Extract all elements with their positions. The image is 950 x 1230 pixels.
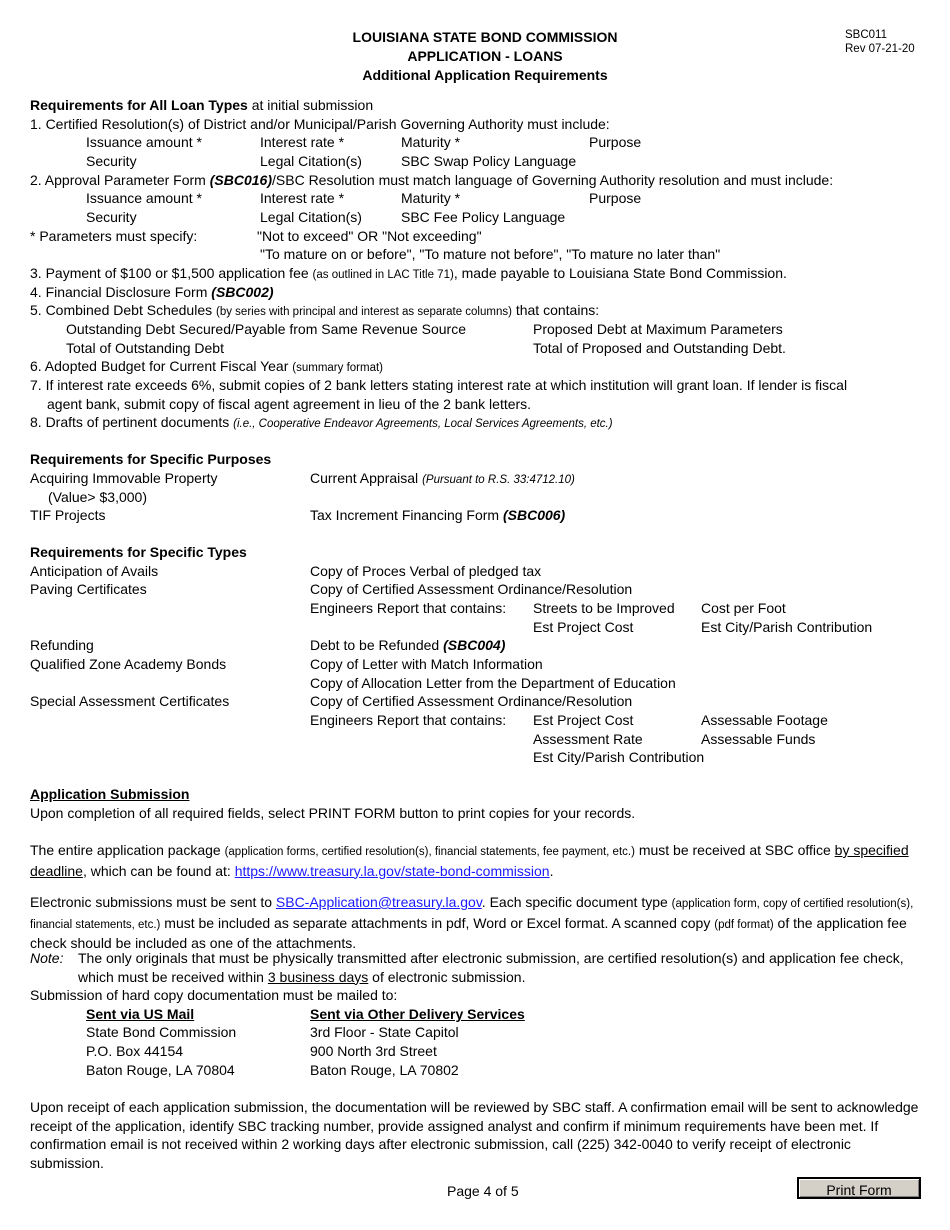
- other-delivery-line: 3rd Floor - State Capitol: [310, 1024, 459, 1040]
- item4-text: 4. Financial Disclosure Form: [30, 284, 212, 300]
- note-label: Note:: [30, 950, 64, 966]
- type-requirement: Copy of Allocation Letter from the Department of Education: [310, 675, 676, 691]
- sbc-website-link[interactable]: https://www.treasury.la.gov/state-bond-commission: [234, 862, 550, 879]
- sbc-email-link[interactable]: SBC-Application@treasury.la.gov: [275, 894, 482, 910]
- item5-text: 5. Combined Debt Schedules: [30, 302, 216, 318]
- type-requirement: [310, 636, 505, 655]
- purpose-req-note: (Pursuant to R.S. 33:4712.10): [422, 474, 575, 486]
- header-title: LOUISIANA STATE BOND COMMISSION: [352, 29, 618, 45]
- item-6: [30, 357, 383, 378]
- engineers-item: Cost per Foot: [701, 600, 786, 616]
- engineers-report-label: Engineers Report that contains:: [310, 712, 507, 728]
- item-1: 1. Certified Resolution(s) of District and/or Municipal/Parish Governing Authority must include:: [30, 116, 610, 132]
- form-id-block: [845, 28, 915, 56]
- item2-param: Issuance amount *: [86, 190, 202, 206]
- other-delivery-line: Baton Rouge, LA 70802: [310, 1062, 459, 1078]
- item2-param: Legal Citation(s): [260, 209, 362, 225]
- item2-text: 2. Approval Parameter Form: [30, 172, 210, 188]
- submission-final: Upon receipt of each application submission, the documentation will be reviewed by SBC staff. A confirmation email will be sent to acknowledge receipt of the application, identify SBC tracking number, provide assigned analyst and confirm if minimum requirements have been met. If confirmation email is not received within 2 working days after electronic submission, call (225) 342-0040 to verify receipt of electronic submission.: [30, 1099, 919, 1171]
- item1-param: Legal Citation(s): [260, 153, 362, 169]
- item1-param: SBC Swap Policy Language: [401, 153, 577, 169]
- purpose-label-sub: (Value> $3,000): [48, 489, 147, 505]
- item-7-line2: agent bank, submit copy of fiscal agent agreement in lieu of the 2 bank letters.: [47, 396, 532, 412]
- p2-text: must be received at SBC office: [634, 842, 835, 858]
- item2-text-end: /SBC Resolution must match language of Governing Authority resolution and must include:: [272, 172, 834, 188]
- engineers-item: Streets to be Improved: [533, 600, 675, 616]
- p3-note: (pdf format): [714, 918, 774, 931]
- purpose-req-text: Tax Increment Financing Form: [310, 507, 503, 523]
- header-section: Additional Application Requirements: [362, 67, 608, 83]
- all-loans-heading: Requirements for All Loan Types: [30, 97, 248, 113]
- us-mail-line: P.O. Box 44154: [86, 1043, 184, 1059]
- item6-note: (summary format): [292, 362, 384, 374]
- form-id: SBC011: [845, 29, 887, 41]
- us-mail-heading: Sent via US Mail: [86, 1006, 195, 1022]
- p3-text: of the application fee check should be included as one of the attachments.: [30, 914, 907, 951]
- item-7-line1: 7. If interest rate exceeds 6%, submit copies of 2 bank letters stating interest rate at which institution will grant loan. If lender is fiscal: [30, 377, 848, 393]
- param-note-label: * Parameters must specify:: [30, 228, 198, 244]
- item5-right1: Proposed Debt at Maximum Parameters: [533, 321, 783, 337]
- engineers-item: Est Project Cost: [533, 712, 634, 728]
- note-deadline: 3 business days: [267, 968, 369, 985]
- engineers-item: Assessment Rate: [533, 731, 643, 747]
- type-label: Refunding: [30, 637, 94, 653]
- item-3: [30, 264, 787, 285]
- p3-note: (application form, copy of certified resolution(s), financial statements, etc.): [30, 898, 914, 931]
- item2-param: Purpose: [589, 190, 642, 206]
- p3-text: must be included as separate attachments in pdf, Word or Excel format. A scanned copy: [160, 914, 715, 931]
- item2-param: Maturity *: [401, 190, 461, 206]
- type-requirement: Copy of Letter with Match Information: [310, 656, 543, 672]
- item4-form-code: (SBC002): [211, 284, 274, 300]
- all-loans-heading-suffix: at initial submission: [247, 97, 374, 113]
- engineers-item: Est City/Parish Contribution: [533, 749, 705, 765]
- item5-left1: Outstanding Debt Secured/Payable from Same Revenue Source: [66, 321, 467, 337]
- item-5: [30, 301, 599, 322]
- item2-form-code: (SBC016): [209, 172, 272, 188]
- type-req-text: Debt to be Refunded: [310, 637, 444, 653]
- item5-text-end: that contains:: [511, 302, 600, 318]
- item-8: [30, 413, 613, 434]
- engineers-item: Est City/Parish Contribution: [701, 619, 873, 635]
- item1-param: Maturity *: [401, 134, 461, 150]
- item8-text: 8. Drafts of pertinent documents: [30, 414, 234, 430]
- submission-p1: Upon completion of all required fields, select PRINT FORM button to print copies for your records.: [30, 805, 636, 821]
- item3-text-end: , made payable to Louisiana State Bond Commission.: [453, 265, 787, 281]
- item2-param: Security: [86, 209, 137, 225]
- submission-p3: [30, 893, 922, 953]
- item5-right2: Total of Proposed and Outstanding Debt.: [533, 340, 786, 356]
- page-number: Page 4 of 5: [447, 1183, 519, 1199]
- us-mail-line: State Bond Commission: [86, 1024, 237, 1040]
- item1-param: Issuance amount *: [86, 134, 202, 150]
- p2-text: The entire application package: [30, 842, 225, 858]
- type-requirement: Copy of Proces Verbal of pledged tax: [310, 563, 542, 579]
- item1-param: Security: [86, 153, 137, 169]
- item3-text: 3. Payment of $100 or $1,500 application fee: [30, 265, 313, 281]
- p2-deadline: by specified deadline: [30, 842, 909, 879]
- type-requirement: Copy of Certified Assessment Ordinance/Resolution: [310, 581, 633, 597]
- item-2: [30, 171, 833, 190]
- purposes-heading: Requirements for Specific Purposes: [30, 451, 272, 467]
- type-label: Paving Certificates: [30, 581, 147, 597]
- us-mail-line: Baton Rouge, LA 70804: [86, 1062, 235, 1078]
- other-delivery-line: 900 North 3rd Street: [310, 1043, 437, 1059]
- p2-text: .: [549, 862, 554, 879]
- engineers-item: Est Project Cost: [533, 619, 634, 635]
- hard-copy-text: Submission of hard copy documentation must be mailed to:: [30, 987, 398, 1003]
- engineers-item: Assessable Footage: [701, 712, 828, 728]
- item1-param: Purpose: [589, 134, 642, 150]
- note-text: [78, 949, 922, 986]
- type-requirement: Copy of Certified Assessment Ordinance/Resolution: [310, 693, 633, 709]
- form-revision: Rev 07-21-20: [845, 43, 915, 55]
- item5-left2: Total of Outstanding Debt: [66, 340, 224, 356]
- purpose-requirement: [310, 469, 575, 490]
- other-delivery-heading: Sent via Other Delivery Services: [310, 1006, 525, 1022]
- type-label: Special Assessment Certificates: [30, 693, 230, 709]
- submission-p2: [30, 841, 922, 880]
- p3-text: Electronic submissions must be sent to: [30, 894, 276, 910]
- type-label: Anticipation of Avails: [30, 563, 159, 579]
- item2-param: Interest rate *: [260, 190, 345, 206]
- note-text-part: of electronic submission.: [368, 968, 526, 985]
- item-4: [30, 283, 274, 302]
- type-label: Qualified Zone Academy Bonds: [30, 656, 227, 672]
- item8-note: (i.e., Cooperative Endeavor Agreements, Local Services Agreements, etc.): [233, 418, 613, 430]
- note-text-part: The only originals that must be physically transmitted after electronic submission, are certified resolution(s) and application fee check, which must be received within: [78, 950, 904, 985]
- types-heading: Requirements for Specific Types: [30, 544, 247, 560]
- purpose-label: Acquiring Immovable Property: [30, 470, 218, 486]
- p2-note: (application forms, certified resolution(s), financial statements, fee payment, etc.): [224, 846, 635, 858]
- item1-param: Interest rate *: [260, 134, 345, 150]
- purpose-req-text: Current Appraisal: [310, 470, 423, 486]
- item5-note: (by series with principal and interest as separate columns): [216, 306, 512, 318]
- p3-text: . Each specific document type: [481, 894, 672, 910]
- engineers-item: Assessable Funds: [701, 731, 816, 747]
- purpose-label: TIF Projects: [30, 507, 106, 523]
- item3-note: (as outlined in LAC Title 71): [312, 269, 454, 281]
- purpose-form-code: (SBC006): [502, 507, 566, 523]
- item2-param: SBC Fee Policy Language: [401, 209, 566, 225]
- param-note-line2: "To mature on or before", "To mature not before", "To mature no later than": [260, 246, 721, 262]
- item6-text: 6. Adopted Budget for Current Fiscal Year: [30, 358, 293, 374]
- type-form-code: (SBC004): [443, 637, 506, 653]
- all-loans-heading-line: [30, 96, 373, 115]
- param-note-line1: "Not to exceed" OR "Not exceeding": [257, 228, 482, 244]
- engineers-report-label: Engineers Report that contains:: [310, 600, 507, 616]
- print-form-button[interactable]: Print Form: [797, 1177, 921, 1199]
- header-subtitle: APPLICATION - LOANS: [407, 48, 563, 64]
- purpose-requirement: [310, 506, 565, 525]
- p2-text: , which can be found at:: [82, 862, 235, 879]
- submission-heading: Application Submission: [30, 786, 190, 802]
